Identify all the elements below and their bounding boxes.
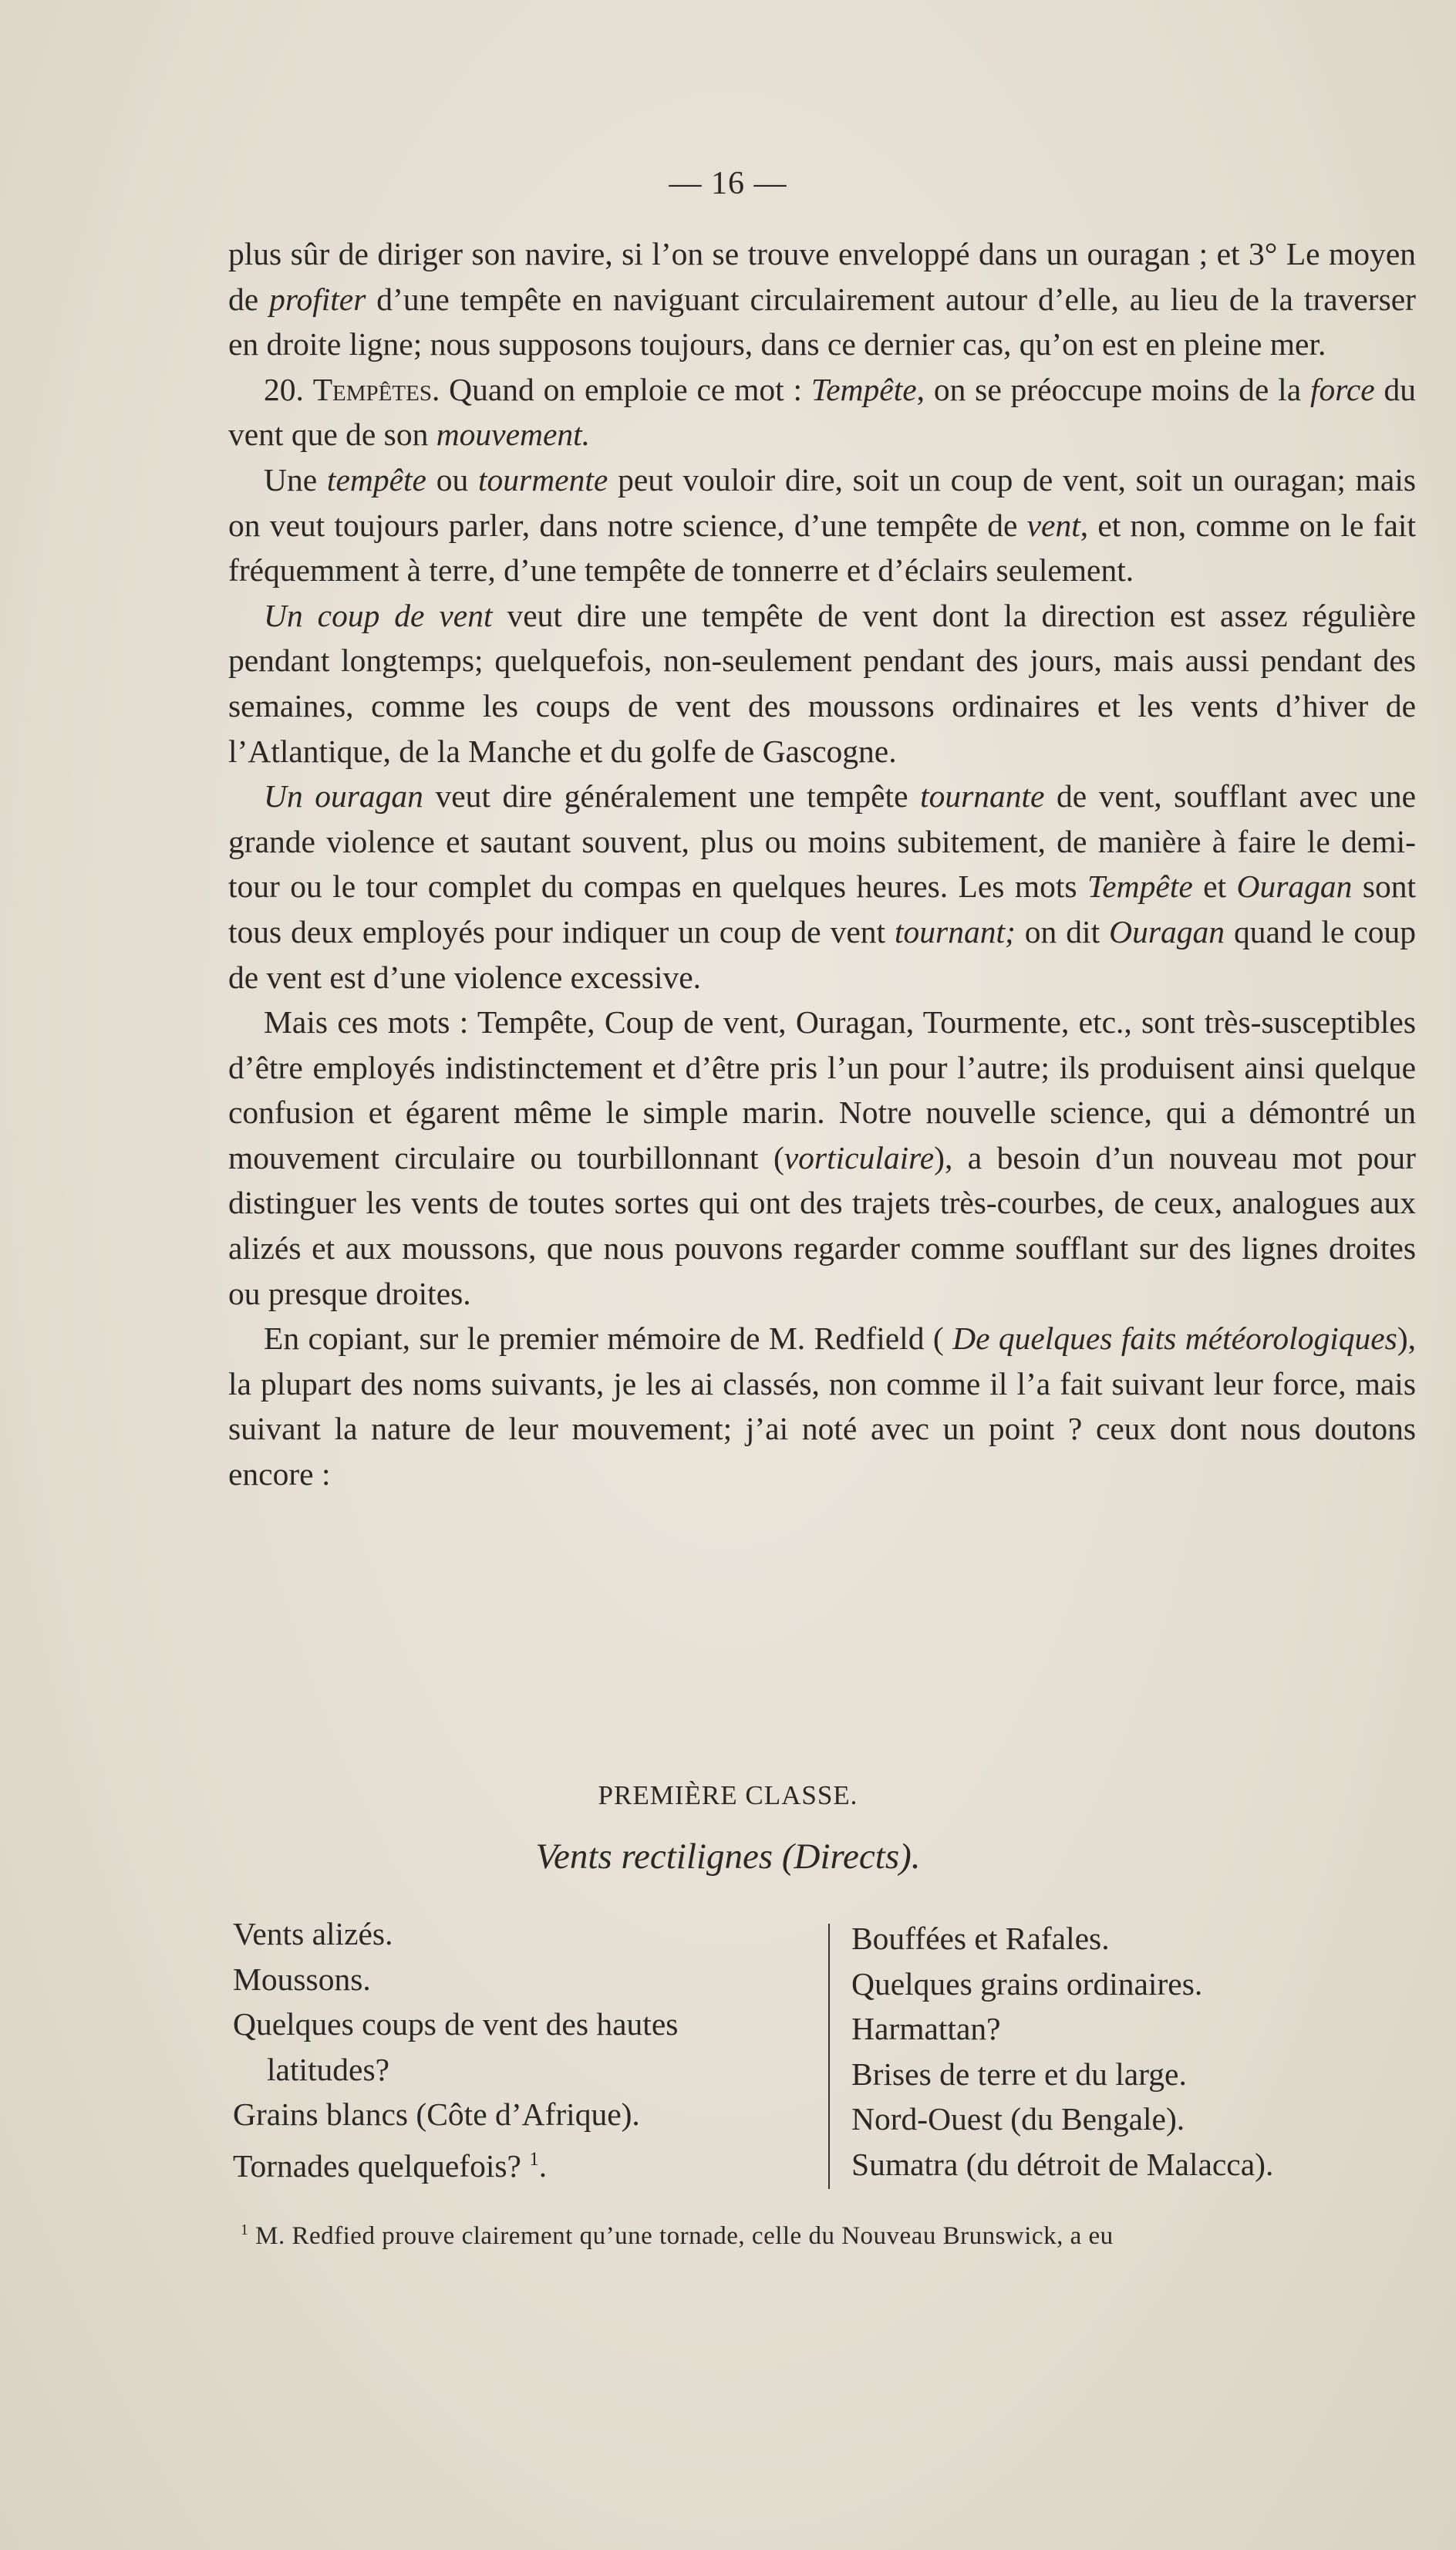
section-number: 20. <box>264 371 304 407</box>
list-item: Vents alizés. <box>233 1916 393 1951</box>
list-item: Tornades quelquefois? $^1$. <box>233 2147 548 2184</box>
list-item: Bouffées et Rafales. <box>851 1921 1110 1956</box>
column-divider <box>828 1924 830 2189</box>
paragraph-coup-de-vent: Un coup de vent veut dire une tempête de vent dont la direction est assez régulière pendant longtemps; quelquefois, non-seulement pendant des jours, mais aussi pendant des semaines, comme les coups de vent des moussons ordinaires et les vents d’hiver de l’Atlantique, de la Manche et du golfe de Gascogne. <box>228 597 1416 769</box>
paragraph-continuation: plus sûr de diriger son navire, si l’on se trouve enveloppé dans un ouragan ; et 3° Le moyen de profiter d’une tempête en naviguant circulairement autour d’elle, au lieu de la traverser en droite ligne; nous supposons toujours, dans ce dernier cas, qu’on est en pleine mer. <box>228 236 1417 363</box>
paragraph-en-copiant: En copiant, sur le premier mémoire de M. Redfield ( De quelques faits météorologiques), la plupart des noms suivants, je les ai classés, non comme il l’a fait suivant leur force, mais suivant la nature de leur mouvement; j’ai noté avec un point ? ceux dont nous doutons encore : <box>228 1321 1417 1493</box>
list-item: Quelques grains ordinaires. <box>851 1965 1203 2002</box>
paragraph-ouragan: Un ouragan veut dire généralement une tempête tournante de vent, soufflant avec une grande violence et sautant souvent, plus ou moins subitement, de manière à faire le demi-tour ou le tour complet du compas en quelques heures. Les mots Tempête et Ouragan sont tous deux employés pour indiquer un coup de vent tournant; on dit Ouragan quand le coup de vent est d’une violence excessive. <box>228 778 1416 995</box>
list-item: Nord-Ouest (du Bengale). <box>851 2101 1185 2137</box>
list-item: Grains blancs (Côte d’Afrique). <box>233 2096 640 2133</box>
paragraph-tempetes: 20. Tempêtes. Quand on emploie ce mot : Tempête, on se préoccupe moins de la force du vent que de son mouvement. <box>228 371 1417 453</box>
footnote <box>241 2212 1428 2254</box>
class-heading: PREMIÈRE CLASSE. <box>598 1780 858 1810</box>
list-item: Harmattan? <box>851 2011 1001 2047</box>
wind-list-left <box>233 1911 819 2188</box>
list-item-continuation: latitudes? <box>267 2051 390 2087</box>
page-number: — 16 — <box>669 166 787 201</box>
footnote-text: M. Redfied prouve clairement qu’une tornade, celle du Nouveau Brunswick, a eu <box>248 2222 1114 2250</box>
list-item: Sumatra (du détroit de Malacca). <box>851 2146 1274 2182</box>
body-text <box>228 231 1416 1497</box>
section-heading: Tempêtes. <box>312 371 440 407</box>
paragraph-mais-ces-mots: Mais ces mots : Tempête, Coup de vent, Ouragan, Tourmente, etc., sont très-susceptibles d’être employés indistinctement et d’être pris l’un pour l’autre; ils produisent ainsi quelque confusion et égarent même le simple marin. Notre nouvelle science, qui a démontré un mouvement circulaire ou tourbillonnant (vorticulaire), a besoin d’un nouveau mot pour distinguer les vents de toutes sortes qui ont des trajets très-courbes, de ceux, analogues aux alizés et aux moussons, que nous pouvons regarder comme soufflant sur des lignes droites ou presque droites. <box>228 1004 1416 1311</box>
wind-list-right <box>851 1916 1437 2187</box>
footnote-reference: 1 <box>529 2148 539 2170</box>
list-item: Moussons. <box>233 1961 371 1997</box>
list-item: Quelques coups de vent des hautes <box>233 2006 679 2042</box>
list-item: Brises de terre et du large. <box>851 2056 1187 2092</box>
paragraph-tempete-tourmente: Une tempête ou tourmente peut vouloir dire, soit un coup de vent, soit un ouragan; mais on veut toujours parler, dans notre science, d’une tempête de vent, et non, comme on le fait fréquemment à terre, d’une tempête de tonnerre et d’éclairs seulement. <box>228 461 1417 589</box>
footnote-marker: 1 <box>241 2221 249 2238</box>
class-subheading: Vents rectilignes (Directs). <box>535 1837 921 1877</box>
